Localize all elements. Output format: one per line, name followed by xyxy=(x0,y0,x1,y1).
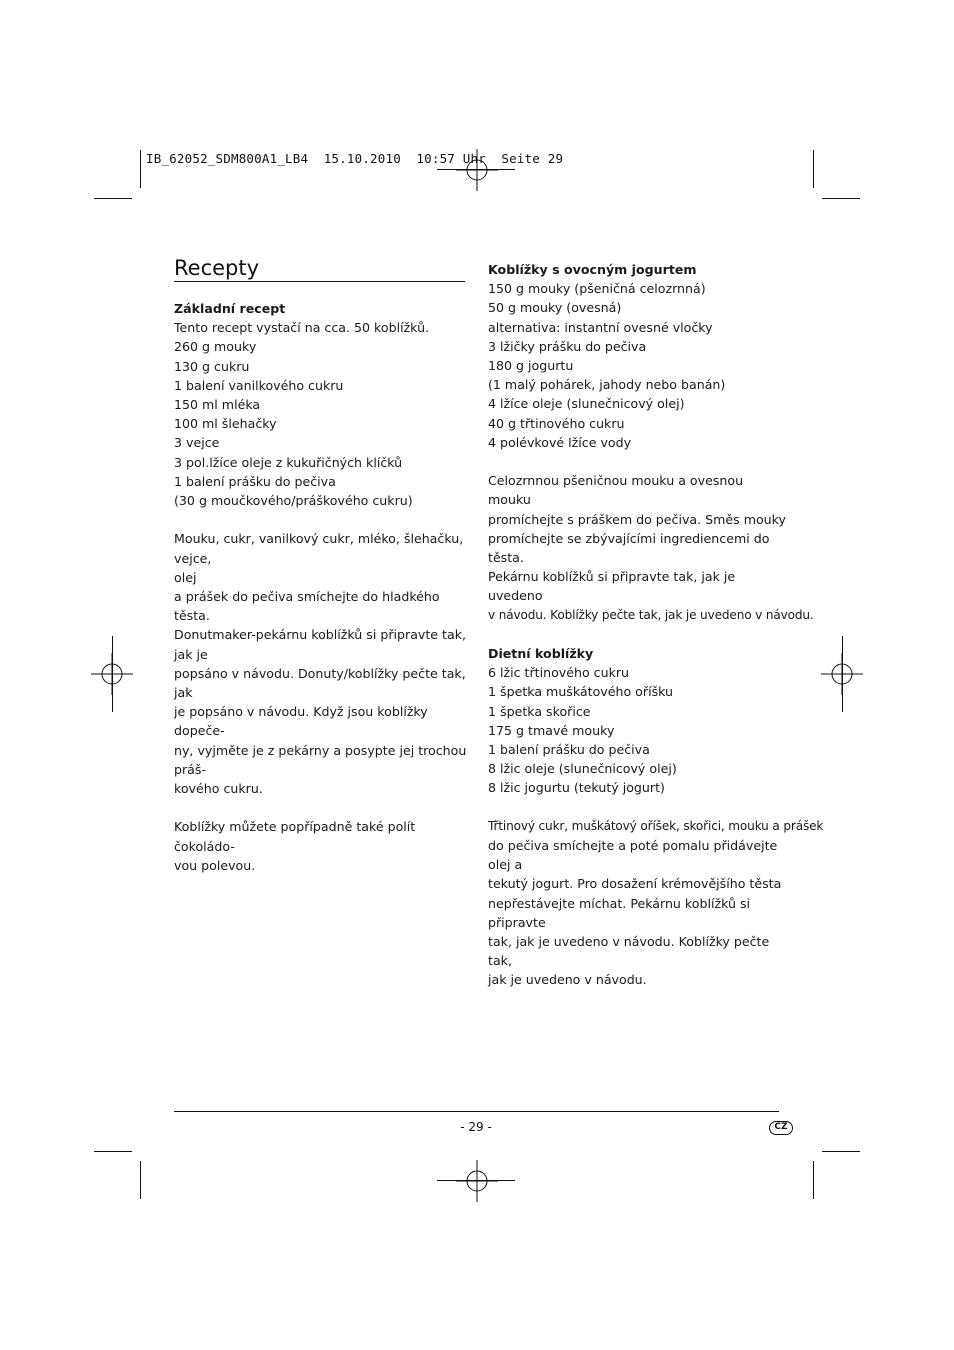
crop-mark-top-left-vertical xyxy=(140,150,141,188)
ingredient: 1 špetka muškátového oříšku xyxy=(488,684,674,700)
crop-mark-top-right-horizontal xyxy=(822,198,860,199)
ingredient: 150 g mouky (pšeničná celozrnná) xyxy=(488,281,706,297)
ingredient: (30 g moučkového/práškového cukru) xyxy=(174,493,413,509)
method-line: popsáno v návodu. Donuty/koblížky pečte tak, jak xyxy=(174,665,466,701)
ingredient: 3 pol.lžíce oleje z kukuřičných klíčků xyxy=(174,454,403,470)
registration-mark-bottom xyxy=(456,1160,498,1202)
note-line: vou polevou. xyxy=(174,857,256,873)
crop-mark-bottom-right-vertical xyxy=(813,1161,814,1199)
ingredient: 1 balení prášku do pečiva xyxy=(488,742,650,758)
title-underline xyxy=(174,281,465,282)
method-line: promíchejte s práškem do pečiva. Směs mouky xyxy=(488,511,786,527)
footer-rule xyxy=(174,1111,779,1112)
ingredient: 1 balení vanilkového cukru xyxy=(174,377,344,393)
ingredient: 50 g mouky (ovesná) xyxy=(488,300,622,316)
left-column xyxy=(174,299,469,875)
ingredient: 6 lžic třtinového cukru xyxy=(488,665,630,681)
ingredient: (1 malý pohárek, jahody nebo banán) xyxy=(488,377,726,393)
method-line: Celozrnnou pšeničnou mouku a ovesnou mouku xyxy=(488,473,744,508)
crop-mark-bottom-left-horizontal xyxy=(94,1151,132,1152)
language-badge: CZ xyxy=(769,1121,793,1135)
recipe-intro: Tento recept vystačí na cca. 50 koblížků. xyxy=(174,320,430,336)
method-line: jak je uvedeno v návodu. xyxy=(488,972,647,988)
method-line: v návodu. Koblížky pečte tak, jak je uvedeno v návodu. xyxy=(488,607,814,622)
note-line: Koblížky můžete popřípadně také polít čokoládo- xyxy=(174,819,416,854)
ingredient: 130 g cukru xyxy=(174,358,250,374)
ingredient: 40 g třtinového cukru xyxy=(488,415,625,431)
right-column xyxy=(488,260,824,990)
ingredient: 4 lžíce oleje (slunečnicový olej) xyxy=(488,396,685,412)
method-line: olej xyxy=(174,569,197,585)
ingredient: 8 lžic oleje (slunečnicový olej) xyxy=(488,761,677,777)
recipe-heading-fruit-yogurt: Koblížky s ovocným jogurtem xyxy=(488,262,697,277)
ingredient: 175 g tmavé mouky xyxy=(488,722,615,738)
ingredient: alternativa: instantní ovesné vločky xyxy=(488,319,713,335)
ingredient: 100 ml šlehačky xyxy=(174,416,277,432)
recipe-heading-diet: Dietní koblížky xyxy=(488,646,594,662)
ingredient: 3 vejce xyxy=(174,435,220,451)
method-line: tak, jak je uvedeno v návodu. Koblížky pečte tak, xyxy=(488,934,770,969)
registration-mark-left-stem xyxy=(112,636,113,712)
method-line: nepřestávejte míchat. Pekárnu koblížků si připravte xyxy=(488,895,751,930)
method-line: kového cukru. xyxy=(174,781,263,797)
recipe-heading-basic: Základní recept xyxy=(174,301,286,316)
crop-mark-bottom-right-horizontal xyxy=(822,1151,860,1152)
method-line: Pekárnu koblížků si připravte tak, jak je uvedeno xyxy=(488,569,736,604)
method-line: Mouku, cukr, vanilkový cukr, mléko, šlehačku, vejce, xyxy=(174,531,464,566)
method-line: promíchejte se zbývajícími ingrediencemi do těsta. xyxy=(488,530,770,566)
method-line: je popsáno v návodu. Když jsou koblížky dopeče- xyxy=(174,704,428,739)
crop-mark-bottom-left-vertical xyxy=(140,1161,141,1199)
ingredient: 260 g mouky xyxy=(174,339,257,355)
registration-mark-bottom-bar xyxy=(437,1180,515,1181)
page-title: Recepty xyxy=(174,256,260,280)
ingredient: 180 g jogurtu xyxy=(488,358,574,374)
method-line: a prášek do pečiva smíchejte do hladkého těsta. xyxy=(174,589,440,624)
method-line: ny, vyjměte je z pekárny a posypte jej trochou práš- xyxy=(174,742,467,777)
ingredient: 3 lžičky prášku do pečiva xyxy=(488,338,647,354)
ingredient: 8 lžic jogurtu (tekutý jogurt) xyxy=(488,780,665,796)
registration-mark-top xyxy=(456,149,498,191)
ingredient: 1 špetka skořice xyxy=(488,703,591,719)
method-line: tekutý jogurt. Pro dosažení krémovějšího těsta xyxy=(488,876,782,892)
crop-mark-top-right-vertical xyxy=(813,150,814,188)
ingredient: 4 polévkové lžíce vody xyxy=(488,434,632,450)
page-number: - 29 - xyxy=(460,1120,492,1134)
registration-mark-top-bar xyxy=(437,169,515,170)
method-line: Donutmaker-pekárnu koblížků si připravte tak, jak je xyxy=(174,627,467,662)
method-line: do pečiva smíchejte a poté pomalu přidávejte olej a xyxy=(488,838,778,873)
print-slug: IB_62052_SDM800A1_LB4 15.10.2010 10:57 Uhr Seite 29 xyxy=(146,151,564,166)
crop-mark-top-left-horizontal xyxy=(94,198,132,199)
method-line: Třtinový cukr, muškátový oříšek, skořici, mouku a prášek xyxy=(488,818,824,833)
ingredient: 150 ml mléka xyxy=(174,397,261,413)
registration-mark-right-stem xyxy=(842,636,843,712)
ingredient: 1 balení prášku do pečiva xyxy=(174,473,336,489)
